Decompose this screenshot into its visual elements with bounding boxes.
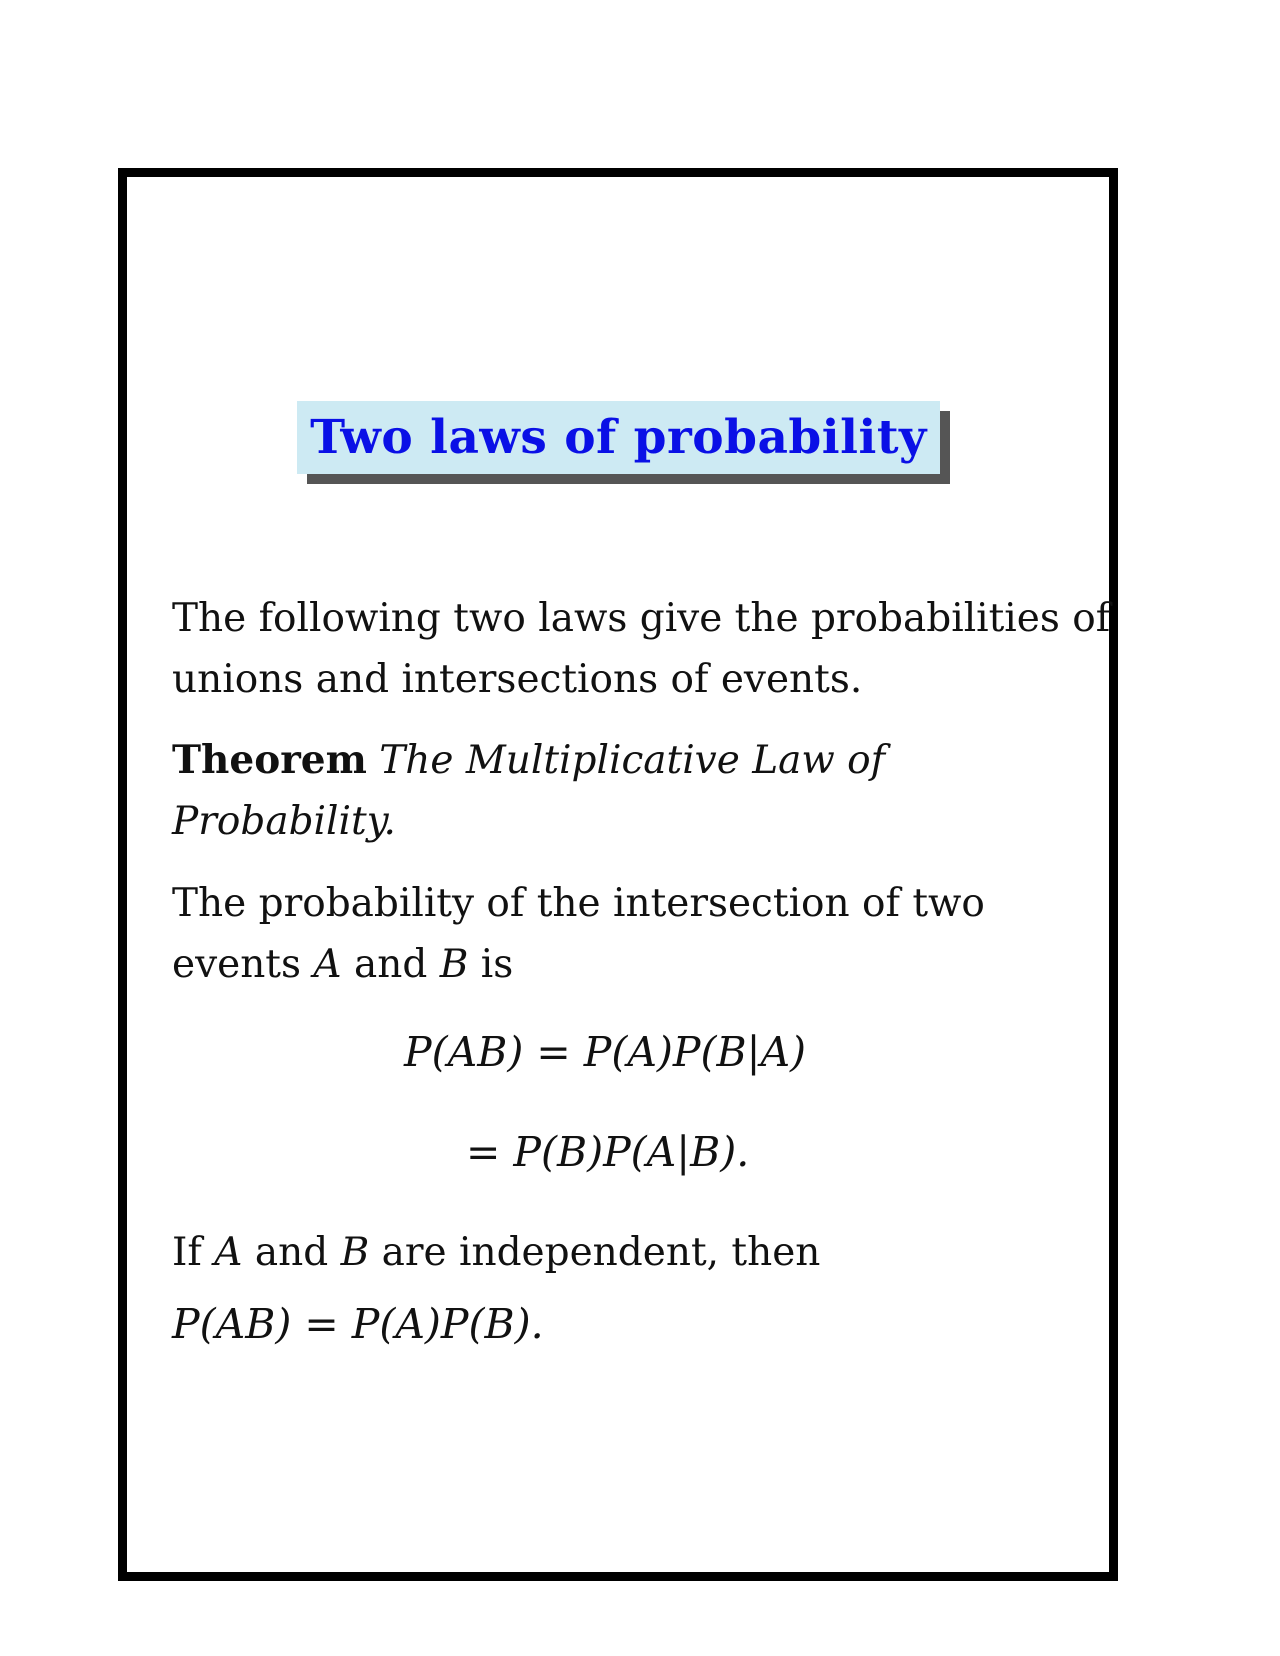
title-banner xyxy=(297,401,940,474)
independence-paragraph xyxy=(172,1222,1072,1283)
theorem-heading-line-1 xyxy=(172,730,1072,791)
variable-a-2: A xyxy=(214,1230,243,1275)
intro-line-1: The following two laws give the probabilities of xyxy=(172,596,1111,641)
equation-independence: P(AB) = P(A)P(B). xyxy=(172,1300,544,1348)
intro-paragraph xyxy=(172,588,1111,710)
and-word: and xyxy=(341,942,440,987)
variable-b-2: B xyxy=(340,1230,370,1275)
equation-multiplicative-2: = P(B)P(A|B). xyxy=(466,1128,750,1176)
independence-line xyxy=(172,1222,1072,1283)
theorem-name-2: Probability. xyxy=(172,799,396,844)
theorem-label: Theorem xyxy=(172,737,367,783)
independent-phrase: are independent, then xyxy=(369,1230,821,1275)
slide-title: Two laws of probability xyxy=(310,410,927,465)
variable-a: A xyxy=(313,942,342,987)
intro-line-2: unions and intersections of events. xyxy=(172,657,863,702)
theorem-name-1: The Multiplicative Law of xyxy=(379,738,886,783)
statement-paragraph xyxy=(172,873,1072,995)
variable-b: B xyxy=(439,942,469,987)
title-box xyxy=(297,401,940,474)
statement-line-2 xyxy=(172,934,1072,995)
is-word: is xyxy=(468,942,514,987)
statement-events-word: events xyxy=(172,942,314,987)
theorem-heading xyxy=(172,730,1072,852)
equation-multiplicative-1: P(AB) = P(A)P(B|A) xyxy=(404,1028,807,1076)
statement-line-1: The probability of the intersection of two xyxy=(172,881,985,926)
if-word: If xyxy=(172,1230,215,1275)
and-word-2: and xyxy=(242,1230,341,1275)
